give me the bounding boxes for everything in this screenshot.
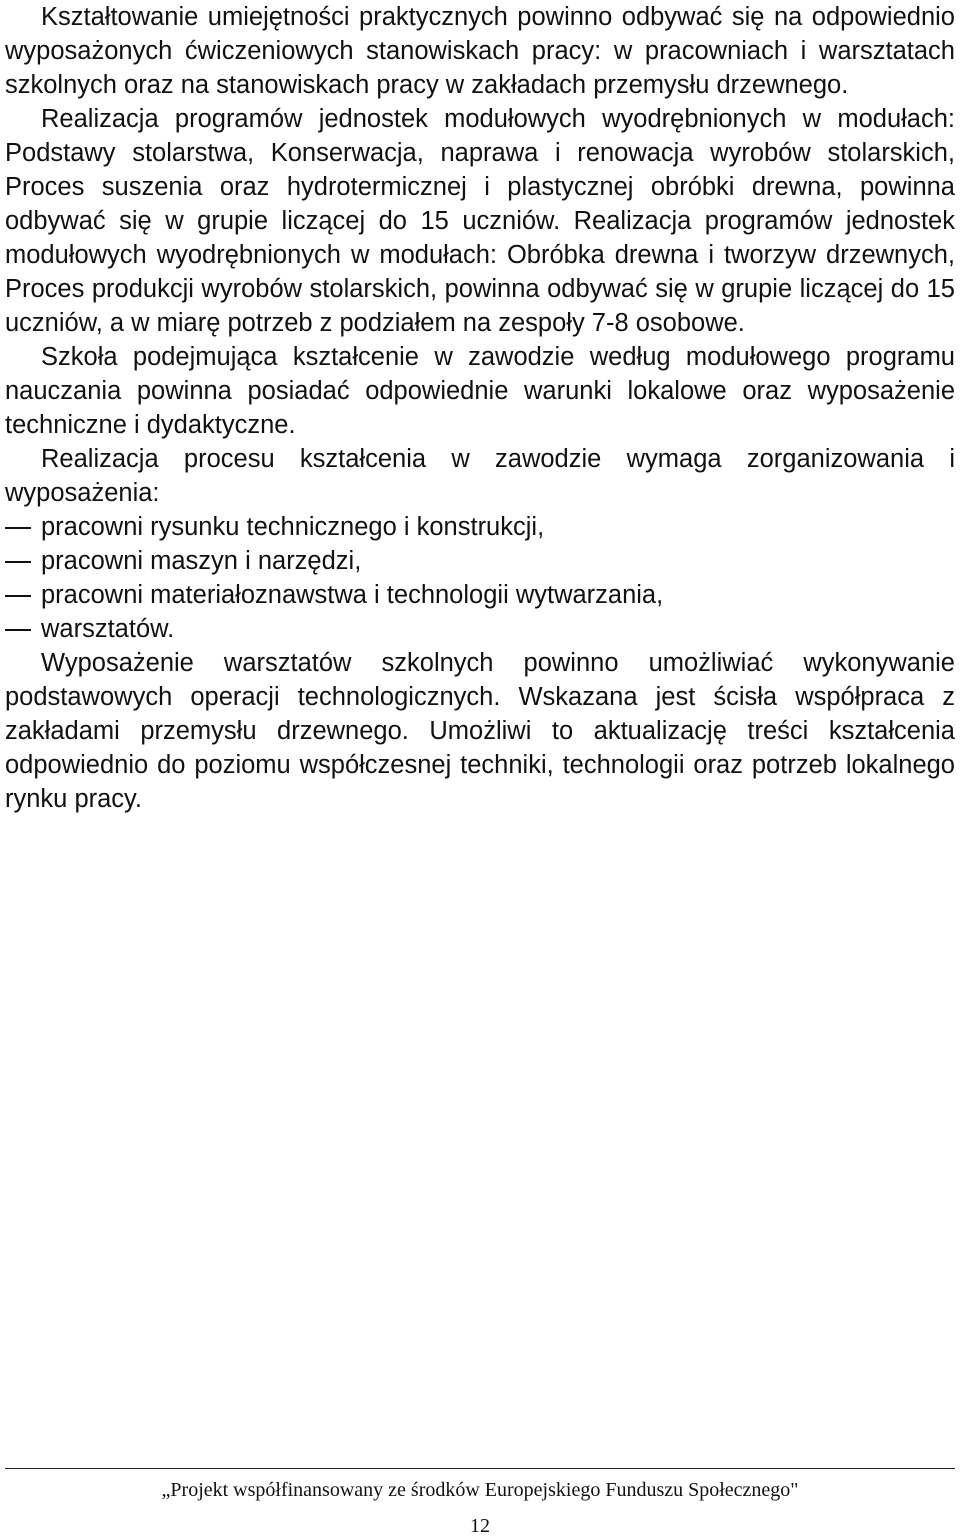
page-number: 12 xyxy=(470,1515,490,1537)
footer-divider xyxy=(5,1468,955,1469)
list-item-text: pracowni maszyn i narzędzi, xyxy=(41,547,362,575)
dash-bullet-icon xyxy=(5,527,31,529)
list-item xyxy=(5,510,955,544)
footer-funding-note: „Projekt współfinansowany ze środków Europejskiego Funduszu Społecznego" xyxy=(161,1479,799,1501)
equipment-list xyxy=(5,510,955,646)
dash-bullet-icon xyxy=(5,629,31,631)
paragraph-practical-skills: Kształtowanie umiejętności praktycznych powinno odbywać się na odpowiednio wyposażonych ćwiczeniowych stanowiskach pracy: w pracowniach i warsztatach szkolnych oraz na stanowiskach pracy w zakładach przemysłu drzewnego. xyxy=(5,3,955,99)
document-body xyxy=(5,0,955,816)
list-item-text: warsztatów. xyxy=(41,615,175,643)
paragraph-workshop-equipment: Wyposażenie warsztatów szkolnych powinno umożliwiać wykonywanie podstawowych operacji technologicznych. Wskazana jest ścisła współpraca z zakładami przemysłu drzewnego. Umożliwi to aktualizację treści kształcenia odpowiednio do poziomu współczesnej techniki, technologii oraz potrzeb lokalnego rynku pracy. xyxy=(5,649,955,813)
dash-bullet-icon xyxy=(5,595,31,597)
list-item xyxy=(5,544,955,578)
paragraph-organization-intro: Realizacja procesu kształcenia w zawodzie wymaga zorganizowania i wyposażenia: xyxy=(5,445,955,507)
list-item-text: pracowni materiałoznawstwa i technologii wytwarzania, xyxy=(41,581,664,609)
paragraph-school-requirements: Szkoła podejmująca kształcenie w zawodzie według modułowego programu nauczania powinna posiadać odpowiednie warunki lokalowe oraz wyposażenie techniczne i dydaktyczne. xyxy=(5,343,955,439)
dash-bullet-icon xyxy=(5,561,31,563)
list-item xyxy=(5,612,955,646)
list-item-text: pracowni rysunku technicznego i konstrukcji, xyxy=(41,513,545,541)
list-item xyxy=(5,578,955,612)
paragraph-module-groups: Realizacja programów jednostek modułowych wyodrębnionych w modułach: Podstawy stolarstwa, Konserwacja, naprawa i renowacja wyrobów stolarskich, Proces suszenia oraz hydrotermicznej i plastycznej obróbki drewna, powinna odbywać się w grupie liczącej do 15 uczniów. Realizacja programów jednostek modułowych wyodrębnionych w modułach: Obróbka drewna i tworzyw drzewnych, Proces produkcji wyrobów stolarskich, powinna odbywać się w grupie liczącej do 15 uczniów, a w miarę potrzeb z podziałem na zespoły 7-8 osobowe. xyxy=(5,105,955,337)
